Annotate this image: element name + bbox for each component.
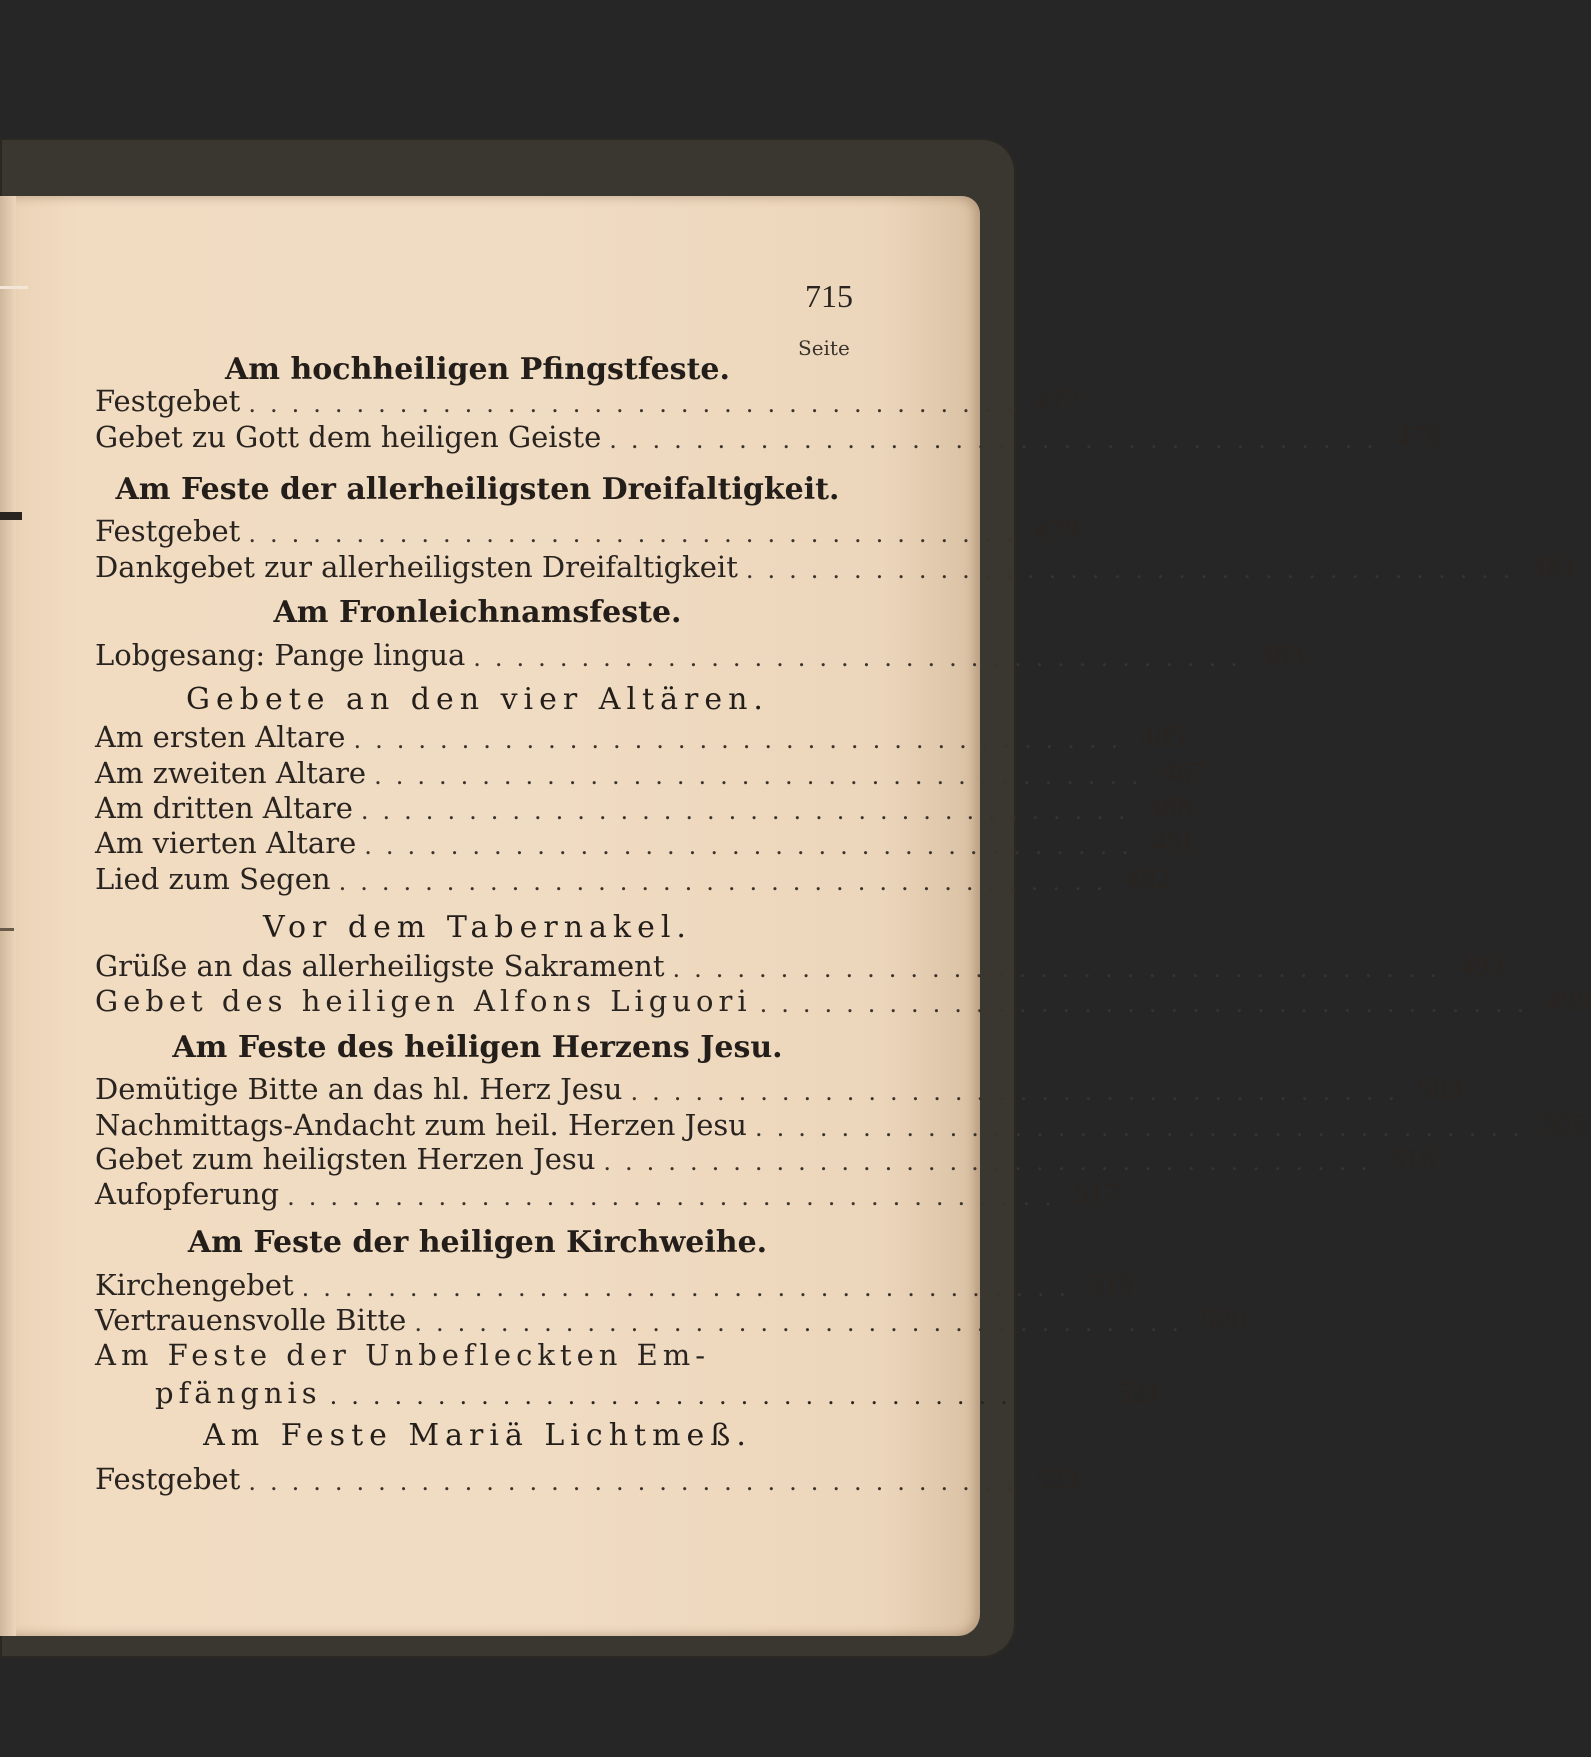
margin-mark	[0, 512, 22, 520]
leader-dots: ....................................	[338, 868, 1118, 896]
section-heading: Am Feste Mariä Lichtmeß.	[203, 1418, 752, 1453]
entry-page: 519	[1088, 1268, 1134, 1301]
entry-page: 483	[1259, 638, 1305, 671]
entry-page: 503	[1417, 1072, 1463, 1105]
toc-entry[interactable]	[95, 718, 1186, 754]
entry-page: 481	[1532, 550, 1578, 583]
leader-dots: ....................................	[287, 1183, 1066, 1211]
toc-entry[interactable]	[95, 754, 1206, 790]
entry-page: 499	[1546, 984, 1591, 1017]
toc-entry[interactable]	[95, 1266, 1134, 1302]
leader-dots: ....................................	[745, 556, 1525, 584]
section-heading: Gebete an den vier Altären.	[186, 682, 769, 717]
leader-dots: ....................................	[754, 1114, 1534, 1142]
toc-entry[interactable]	[95, 860, 1171, 896]
entry-page: 517	[1073, 1177, 1119, 1210]
entry-page: 493	[1459, 949, 1505, 982]
entry-title: Am ersten Altare	[95, 720, 346, 754]
toc-entry[interactable]	[95, 512, 1080, 548]
toc-entry[interactable]	[95, 1336, 860, 1372]
entry-page: 520	[1200, 1303, 1246, 1336]
leader-dots: ....................................	[353, 726, 1133, 754]
leader-dots: ....................................	[329, 1382, 1109, 1410]
toc-entry[interactable]	[95, 636, 1305, 672]
entry-title: Festgebet	[95, 384, 241, 418]
leader-dots: ....................................	[364, 832, 1143, 860]
entry-page: 492	[1125, 862, 1171, 895]
toc-entry[interactable]	[95, 1301, 1246, 1337]
entry-title: Am vierten Altare	[95, 826, 357, 860]
entry-title: Festgebet	[95, 1462, 241, 1496]
toc-entry[interactable]	[95, 548, 1578, 584]
entry-title: Aufopferung	[95, 1177, 280, 1211]
leader-dots: ....................................	[609, 426, 1388, 454]
toc-entry[interactable]	[95, 418, 1441, 454]
entry-title: Nachmittags-Andacht zum heil. Herzen Jesu	[95, 1108, 747, 1142]
entry-title: Am Feste der Unbefleckten Em-	[95, 1338, 711, 1372]
entry-page: 487	[1160, 756, 1206, 789]
entry-title-continuation: pfängnis	[155, 1376, 322, 1410]
toc-entry[interactable]	[95, 789, 1193, 825]
page-number: 715	[805, 278, 853, 314]
toc-entry[interactable]	[95, 982, 1591, 1018]
section-heading: Am Feste der allerheiligsten Dreifaltigkeit.	[115, 472, 840, 507]
entry-page: 516	[1390, 1142, 1436, 1175]
leader-dots: ....................................	[301, 1274, 1081, 1302]
entry-title: Lied zum Segen	[95, 862, 331, 896]
entry-title: Gebet des heiligen Alfons Liguori	[95, 984, 752, 1018]
entry-page: 479	[1034, 514, 1080, 547]
leader-dots: ....................................	[360, 797, 1140, 825]
toc-entry[interactable]	[95, 824, 1196, 860]
entry-title: Kirchengebet	[95, 1268, 294, 1302]
toc-entry[interactable]	[95, 1106, 1587, 1142]
entry-title: Am zweiten Altare	[95, 756, 367, 790]
section-heading: Am Feste des heiligen Herzens Jesu.	[172, 1030, 783, 1065]
entry-page: 488	[1147, 791, 1193, 824]
leader-dots: ....................................	[603, 1148, 1383, 1176]
toc-entry[interactable]	[95, 1140, 1436, 1176]
section-heading: Am hochheiligen Pfingstfeste.	[225, 352, 730, 387]
entry-page: 477	[1034, 384, 1080, 417]
leader-dots: ....................................	[248, 1468, 1027, 1496]
entry-page: 505	[1541, 1108, 1587, 1141]
entry-title: Dankgebet zur allerheiligsten Dreifaltigkeit	[95, 550, 738, 584]
entry-title: Festgebet	[95, 514, 241, 548]
entry-title: Grüße an das allerheiligste Sakrament	[95, 949, 665, 983]
toc-entry-continuation[interactable]	[155, 1374, 1162, 1410]
page-gutter	[0, 196, 16, 1636]
column-label: Seite	[798, 336, 850, 360]
entry-title: Demütige Bitte an das hl. Herz Jesu	[95, 1072, 623, 1106]
margin-mark	[0, 286, 28, 289]
entry-page: 521	[1116, 1376, 1162, 1409]
entry-title: Lobgesang: Pange lingua	[95, 638, 466, 672]
toc-entry[interactable]	[95, 1460, 1080, 1496]
leader-dots: ....................................	[630, 1078, 1410, 1106]
leader-dots: ....................................	[672, 955, 1452, 983]
leader-dots: ....................................	[473, 644, 1252, 672]
section-heading: Am Feste der heiligen Kirchweihe.	[187, 1225, 768, 1260]
entry-title: Gebet zum heiligsten Herzen Jesu	[95, 1142, 596, 1176]
entry-page: 523	[1034, 1462, 1080, 1495]
leader-dots: ....................................	[248, 390, 1027, 418]
entry-title: Gebet zu Gott dem heiligen Geiste	[95, 420, 602, 454]
toc-entry[interactable]	[95, 947, 1505, 983]
section-heading: Vor dem Tabernakel.	[263, 910, 692, 945]
entry-page: 491	[1150, 826, 1196, 859]
entry-title: Am dritten Altare	[95, 791, 353, 825]
leader-dots: ....................................	[414, 1309, 1193, 1337]
entry-page: 478	[1395, 420, 1441, 453]
toc-entry[interactable]	[95, 382, 1080, 418]
leader-dots: ....................................	[248, 520, 1027, 548]
leader-dots: ....................................	[374, 762, 1153, 790]
entry-page: 485	[1140, 720, 1186, 753]
leader-dots: ....................................	[759, 990, 1539, 1018]
margin-mark	[0, 928, 14, 931]
entry-title: Vertrauensvolle Bitte	[95, 1303, 407, 1337]
section-heading: Am Fronleichnamsfeste.	[273, 595, 682, 630]
toc-entry[interactable]	[95, 1175, 1119, 1211]
toc-entry[interactable]	[95, 1070, 1463, 1106]
